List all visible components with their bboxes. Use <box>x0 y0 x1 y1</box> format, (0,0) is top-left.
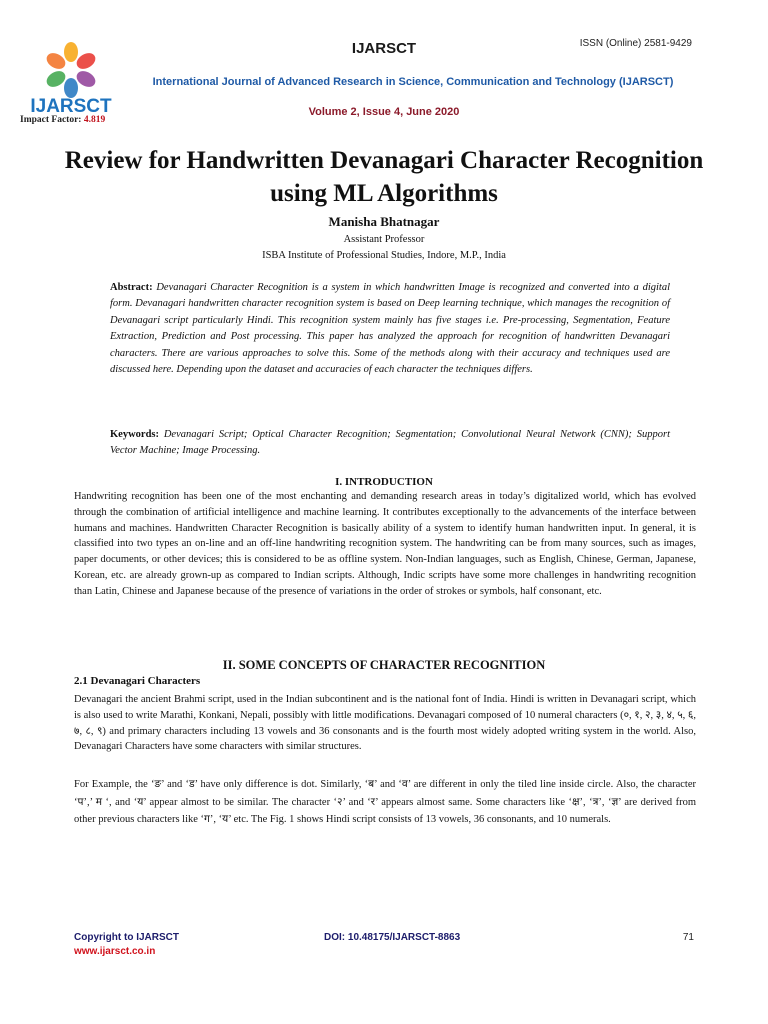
keywords <box>110 427 670 460</box>
subsection-heading: 2.1 Devanagari Characters <box>74 675 201 687</box>
introduction-paragraph: Handwriting recognition has been one of the most enchanting and demanding research areas in today’s digitalized world, which has evolved through the combination of artificial intelligence and machine learning. It contributes exceptionally to the advancements of the interface between humans and machines. Handwritten Character Recognition is basically ability of a system to identify human handwritten input. In general, it is classified into two types an on-line and an off-line handwriting recognition system. The handwriting can be from many sources, such as images, paper documents, or other devices; this is considered to be as offline system. Non-Indian languages, such as English, Chinese, German, Japanese, Korean, etc. are already grown-up as compared to Indian scripts. Although, Indic scripts have some more challenges in handwriting recognition than Latin, Chinese and Japanese because of the presence of variations in the order of strokes or symbols, half consonant, etc. <box>74 491 696 597</box>
abstract-label: Abstract: <box>110 282 157 293</box>
section-heading-concepts: II. SOME CONCEPTS OF CHARACTER RECOGNITION <box>222 658 546 672</box>
footer-doi: DOI: 10.48175/IJARSCT-8863 <box>324 932 461 943</box>
journal-full-name: International Journal of Advanced Research in Science, Communication and Technology (IJARSCT) <box>152 76 674 88</box>
logo-text: IJARSCT <box>30 96 112 117</box>
keywords-text: Devanagari Script; Optical Character Recognition; Segmentation; Convolutional Neural Network (CNN); Support Vector Machine; Image Processing. <box>110 429 670 457</box>
devanagari-paragraph-2: For Example, the ‘ङ’ and ‘ड’ have only difference is dot. Similarly, ‘ब’ and ‘व’ are different in only the tiled line inside circle. Also, the character ‘प’,’ म ‘, and ‘य’ appear almost to be similar. The character ‘२’ and ‘र’ appears almost same. Some characters like ‘क्ष’, ‘त्र’, ‘ज्ञ’ are derived from other previous characters like ‘ग’, ‘य’ etc. The Fig. 1 shows Hindi script consists of 13 vowels, 36 consonants, and 10 numerals. <box>74 779 696 825</box>
issn: ISSN (Online) 2581-9429 <box>579 38 692 49</box>
abstract-text: Devanagari Character Recognition is a system in which handwritten Image is recognized and converted into a digital form. Devanagari handwritten character recognition system is based on Deep learning technique, which manages the recognition of Devanagari script particularly Hindi. This recognition system mainly has five stages i.e. Pre-processing, Segmentation, Feature Extraction, Prediction and Post processing. This paper has analyzed the approach for recognition of handwritten Devanagari characters. There are various approaches to solve this. Some of the methods along with their accuracy and techniques used are discussed here. Depending upon the dataset and accuracies of each character the techniques differs. <box>110 282 670 376</box>
abstract <box>110 280 670 378</box>
keywords-label: Keywords: <box>110 429 164 440</box>
author-name: Manisha Bhatnagar <box>328 214 440 229</box>
logo-petal <box>64 78 78 98</box>
impact-factor <box>20 115 105 125</box>
impact-label: Impact Factor: <box>20 115 84 125</box>
author-position: Assistant Professor <box>343 234 425 245</box>
devanagari-paragraph-1: Devanagari the ancient Brahmi script, used in the Indian subcontinent and is the national font of India. Hindi is written in Devanagari script, which is also used to write Marathi, Konkani, Nepali, possibly with little modifications. Devanagari composed of 10 numeral characters (०, १, २, ३, ४, ५, ६, ७, ८, ९) and primary characters including 13 vowels and 36 consonants and is the fourth most widely adopted writing system in the world. Also, Devanagari Characters have some characters with similar structures. <box>74 694 696 753</box>
page-number: 71 <box>682 932 694 943</box>
journal-short-name: IJARSCT <box>351 40 417 57</box>
author-institution: ISBA Institute of Professional Studies, Indore, M.P., India <box>262 250 506 261</box>
paper-title: Review for Handwritten Devanagari Character Recognition using ML Algorithms <box>64 147 704 207</box>
footer-copyright: Copyright to IJARSCT <box>74 932 179 943</box>
section-heading-introduction: I. INTRODUCTION <box>335 476 433 488</box>
impact-value: 4.819 <box>83 115 106 125</box>
volume-issue: Volume 2, Issue 4, June 2020 <box>308 106 460 118</box>
footer-website-link[interactable]: www.ijarsct.co.in <box>74 946 156 957</box>
